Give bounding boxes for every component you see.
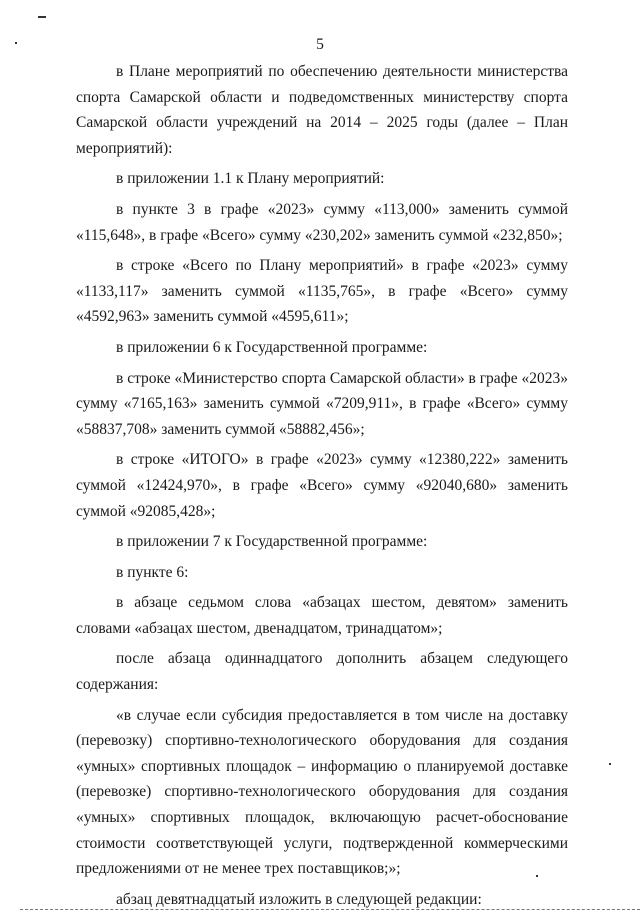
paragraph-appendix-7: в приложении 7 к Государственной программе: [116, 533, 428, 551]
paragraph-after-eleventh: после абзаца одиннадцатого дополнить абзацем следующего содержания: [76, 650, 568, 694]
scan-artifact-dot-right [609, 763, 611, 765]
paragraph-total-plan-row: в строке «Всего по Плану мероприятий» в графе «2023» сумму «1133,117» заменить суммой «1135,765», в графе «Всего» сумму «4592,963» заменить суммой «4595,611»; [76, 257, 568, 326]
paragraph-item-3: в пункте 3 в графе «2023» сумму «113,000» заменить суммой «115,648», в графе «Всего» сумму «230,202» заменить суммой «232,850»; [76, 200, 568, 244]
paragraph-appendix-1-1: в приложении 1.1 к Плану мероприятий: [116, 170, 385, 188]
scan-artifact-dash [38, 16, 46, 18]
paragraph-appendix-6: в приложении 6 к Государственной программе: [116, 338, 428, 356]
paragraph-ministry-row: в строке «Министерство спорта Самарской области» в графе «2023» сумму «7165,163» заменить суммой «7209,911», в графе «Всего» сумму «58837,708» заменить суммой «58882,456»; [76, 369, 568, 438]
document-body [76, 59, 568, 912]
paragraph-total-row: в строке «ИТОГО» в графе «2023» сумму «12380,222» заменить суммой «12424,970», в графе «Всего» сумму «92040,680» заменить суммой «92085,428»; [76, 451, 568, 520]
paragraph-nineteenth-abzac: абзац девятнадцатый изложить в следующей редакции: [116, 890, 482, 908]
scan-bottom-edge [20, 909, 640, 910]
paragraph-seventh-abzac: в абзаце седьмом слова «абзацах шестом, девятом» заменить словами «абзацах шестом, двенадцатом, тринадцатом»; [76, 594, 568, 637]
page-number: 5 [316, 36, 324, 53]
paragraph-item-6: в пункте 6: [116, 563, 189, 581]
paragraph-quoted-addition: «в случае если субсидия предоставляется в том числе на доставку (перевозку) спортивно-технологического оборудования для создания «умных» спортивных площадок – информацию о планируемой доставке (перевозке) спортивно-технологического оборудования для создания «умных» спортивных площадок, включающую расчет-обоснование стоимости соответствующей услуги, подтвержденной коммерческими предложениями от не менее трех поставщиков;»; [76, 706, 568, 878]
paragraph-plan-intro: в Плане мероприятий по обеспечению деятельности министерства спорта Самарской области и подведомственных министерству спорта Самарской области учреждений на 2014 – 2025 годы (далее – План мероприятий): [76, 63, 568, 157]
